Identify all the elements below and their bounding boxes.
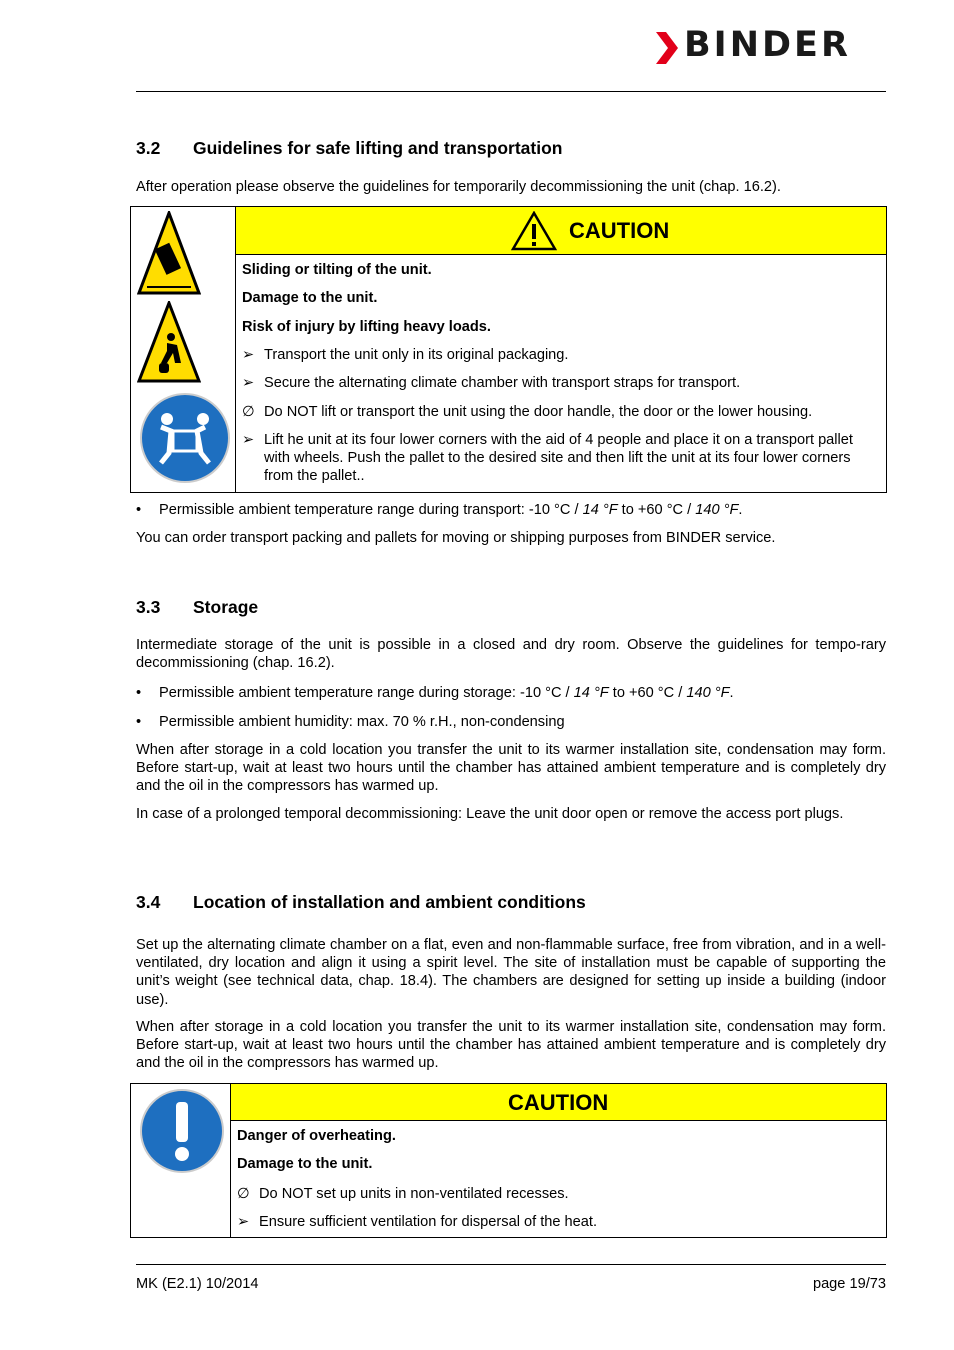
caution-box-overheating xyxy=(130,1083,887,1238)
sec33-p1: Intermediate storage of the unit is possible in a closed and dry room. Observe the guidelines for tempo-rary decommissioning (chap. 16.2). xyxy=(136,637,886,672)
caution-triangle-icon xyxy=(511,211,557,251)
header-rule xyxy=(136,91,886,92)
footer-page-number: page 19/73 xyxy=(812,1276,886,1292)
heavy-load-warning-icon xyxy=(137,301,201,383)
sec34-p1: Set up the alternating climate chamber on a flat, even and non-flammable surface, free from vibration, and in a well-ventilated, dry location and align it using a spirit level. The site of installation must be capable of supporting the unit’s weight (see technical data, chap. 18.4). The chambers are designed for setting up inside a building (indoor use). xyxy=(136,937,886,1008)
caution-body: Sliding or tilting of the unit. Damage to the unit. Risk of injury by lifting heavy loads. ➢ Transport the unit only in its original packaging. ➢ Secure the alternating climate chamber with transport straps for transport. ∅ Do NOT lift or transport the unit using the door handle, the door or the lower housing. ➢ Lift he unit at its four lower corners with the aid of 4 people and place it on a transport pallet with wheels. Push the pallet to the desired site and then lift the unit at its four lower corners from the pallet.. xyxy=(236,255,887,493)
sec33-p2: When after storage in a cold location you transfer the unit to its warmer installation site, condensation may form. Before start-up, wait at least two hours until the chamber has attained ambient temperature and is completely dry and the oil in the compressors has warmed up. xyxy=(136,742,886,795)
warning-symbols xyxy=(131,207,236,493)
logo-text: BINDER xyxy=(684,25,851,65)
binder-logo xyxy=(654,25,886,66)
mandatory-action-icon xyxy=(139,1088,225,1174)
caution-box-transport xyxy=(130,206,887,493)
logo-mark-icon xyxy=(654,32,680,64)
sec34-p2: When after storage in a cold location you transfer the unit to its warmer installation site, condensation may form. Before start-up, wait at least two hours until the chamber has attained ambient temperature and is completely dry and the oil in the compressors has warmed up. xyxy=(136,1019,886,1072)
footer-rule xyxy=(136,1264,886,1265)
warning-symbols xyxy=(131,1084,231,1238)
caution-body: Danger of overheating. Damage to the unit. ∅ Do NOT set up units in non-ventilated recesses. ➢ Ensure sufficient ventilation for dispersal of the heat. xyxy=(231,1121,887,1238)
two-person-lift-icon xyxy=(139,391,231,485)
sec32-intro: After operation please observe the guidelines for temporarily decommissioning the unit (chap. 16.2). xyxy=(136,179,781,195)
footer-doc-id: MK (E2.1) 10/2014 xyxy=(136,1276,259,1292)
caution-header: CAUTION xyxy=(231,1084,887,1121)
caution-header: CAUTION xyxy=(236,207,887,255)
sec33-p3: In case of a prolonged temporal decommissioning: Leave the unit door open or remove the access port plugs. xyxy=(136,806,844,822)
sec32-order: You can order transport packing and pallets for moving or shipping purposes from BINDER service. xyxy=(136,530,776,546)
tilting-warning-icon xyxy=(137,211,201,295)
